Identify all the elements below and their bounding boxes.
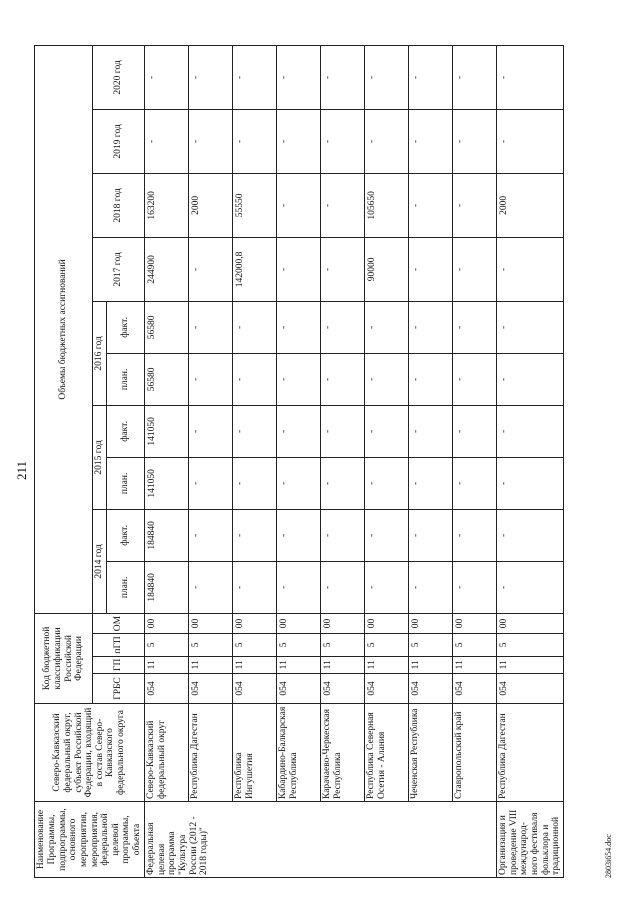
value-cell: - [453,561,497,613]
value-cell: - [189,405,233,457]
code-pgp-cell: 5 [321,634,365,656]
code-om-cell: 00 [321,613,365,633]
district-cell: Республика Дагестан [497,704,564,802]
value-cell: - [321,109,365,173]
table-row [497,45,564,877]
value-cell: - [321,237,365,301]
value-cell: - [189,561,233,613]
page-number: 211 [14,460,29,480]
value-cell: - [453,301,497,353]
value-cell: - [497,405,564,457]
table-row [277,45,321,877]
value-cell: 141050 [145,405,189,457]
value-cell: 163200 [145,173,189,237]
code-grbs-cell: 054 [409,674,453,704]
district-cell: Северо-Кавказский федеральный округ [145,704,189,802]
value-cell: - [365,509,409,561]
district-cell: Ставропольский край [453,704,497,802]
value-cell: - [189,509,233,561]
value-cell: - [409,45,453,109]
value-cell: - [409,353,453,405]
code-gp-cell: 11 [189,656,233,673]
header-2014: 2014 год [93,509,107,613]
value-cell: - [497,301,564,353]
value-cell: - [233,405,277,457]
value-cell: - [453,457,497,509]
value-cell: 141050 [145,457,189,509]
header-2016-fact: факт. [107,301,145,353]
value-cell: - [277,173,321,237]
header-volumes: Объемы бюджетных ассигнований [35,45,93,613]
code-om-cell: 00 [233,613,277,633]
table-row [189,45,233,877]
program-name-cell: Федеральная целевая программа "Культура России (2012 - 2018 годы)" [145,802,497,878]
program-name-cell: Организация и проведение VIII международ-ного фестиваля фольклора и традиционной [497,802,564,878]
code-gp-cell: 11 [453,656,497,673]
header-name: Наименование Программы, подпрограммы, основного мероприятия, мероприятия, федеральной целевой программы, объекта [35,802,145,878]
district-cell: Кабардино-Балкарская Республика [277,704,321,802]
code-om-cell: 00 [409,613,453,633]
value-cell: - [409,561,453,613]
code-grbs-cell: 054 [277,674,321,704]
value-cell: - [497,353,564,405]
value-cell: 55550 [233,173,277,237]
value-cell: - [365,353,409,405]
rotated-landscape-page [14,32,620,890]
value-cell: - [497,509,564,561]
value-cell: - [189,237,233,301]
code-gp-cell: 11 [365,656,409,673]
value-cell: - [277,457,321,509]
value-cell: - [321,173,365,237]
code-om-cell: 00 [453,613,497,633]
value-cell: - [497,109,564,173]
header-2016: 2016 год [93,301,107,405]
code-grbs-cell: 054 [233,674,277,704]
value-cell: 2000 [189,173,233,237]
code-gp-cell: 11 [277,656,321,673]
district-cell: Карачаево-Черкесская Республика [321,704,365,802]
code-grbs-cell: 054 [189,674,233,704]
code-gp-cell: 11 [233,656,277,673]
value-cell: - [277,509,321,561]
value-cell: - [453,109,497,173]
value-cell: - [321,353,365,405]
code-pgp-cell: 5 [365,634,409,656]
code-om-cell: 00 [277,613,321,633]
value-cell: - [365,561,409,613]
value-cell: - [145,45,189,109]
table-row [365,45,409,877]
value-cell: - [365,405,409,457]
value-cell: - [453,237,497,301]
value-cell: - [321,405,365,457]
code-gp-cell: 11 [497,656,564,673]
value-cell: - [409,237,453,301]
value-cell: - [321,457,365,509]
code-grbs-cell: 054 [497,674,564,704]
value-cell: 56580 [145,301,189,353]
table-row [453,45,497,877]
code-gp-cell: 11 [409,656,453,673]
value-cell: - [497,45,564,109]
table-row [409,45,453,877]
value-cell: - [409,173,453,237]
code-grbs-cell: 054 [365,674,409,704]
district-cell: Чеченская Республика [409,704,453,802]
value-cell: 2000 [497,173,564,237]
header-2019: 2019 год [93,109,145,173]
value-cell: - [321,561,365,613]
header-2017: 2017 год [93,237,145,301]
header-2015-fact: факт. [107,405,145,457]
header-pgp: пГП [93,634,145,656]
header-2020: 2020 год [93,45,145,109]
header-grbs: ГРБС [93,674,145,704]
district-cell: Республика Дагестан [189,704,233,802]
value-cell: - [453,509,497,561]
value-cell: - [409,301,453,353]
header-2016-plan: план. [107,353,145,405]
value-cell: 142000,8 [233,237,277,301]
value-cell: - [365,457,409,509]
table-row [233,45,277,877]
code-gp-cell: 11 [145,656,189,673]
code-grbs-cell: 054 [145,674,189,704]
value-cell: - [189,45,233,109]
value-cell: - [277,405,321,457]
value-cell: - [233,109,277,173]
code-grbs-cell: 054 [453,674,497,704]
budget-table [34,45,564,878]
header-om: ОМ [93,613,145,633]
district-cell: Республика Ингушетия [233,704,277,802]
header-district: Северо-Кавказский федеральный округ, субъект Российской Федерации, входящий в состав Северо-Кавказского федерального округа [35,704,145,802]
value-cell: - [277,109,321,173]
code-pgp-cell: 5 [145,634,189,656]
value-cell: - [453,45,497,109]
value-cell: - [233,561,277,613]
value-cell: - [409,405,453,457]
header-2014-fact: факт. [107,509,145,561]
value-cell: 56580 [145,353,189,405]
value-cell: - [321,45,365,109]
code-pgp-cell: 5 [189,634,233,656]
code-pgp-cell: 5 [409,634,453,656]
value-cell: - [233,301,277,353]
value-cell: - [453,173,497,237]
code-pgp-cell: 5 [277,634,321,656]
code-om-cell: 00 [497,613,564,633]
value-cell: - [233,457,277,509]
footer-filename: 2803i654.doc [604,834,613,878]
value-cell: 244900 [145,237,189,301]
value-cell: - [277,45,321,109]
code-pgp-cell: 5 [453,634,497,656]
value-cell: - [409,109,453,173]
value-cell: - [453,405,497,457]
header-code-group: Код бюджетной классификации Российской Федерации [35,613,93,703]
value-cell: - [233,353,277,405]
value-cell: - [189,353,233,405]
code-om-cell: 00 [365,613,409,633]
code-grbs-cell: 054 [321,674,365,704]
header-2015-plan: план. [107,457,145,509]
header-2014-plan: план. [107,561,145,613]
value-cell: - [233,509,277,561]
value-cell: - [233,45,277,109]
value-cell: - [277,237,321,301]
value-cell: 90000 [365,237,409,301]
code-om-cell: 00 [189,613,233,633]
value-cell: 184840 [145,561,189,613]
table-row [145,45,189,877]
value-cell: 184840 [145,509,189,561]
value-cell: - [189,301,233,353]
value-cell: - [365,45,409,109]
value-cell: - [277,301,321,353]
value-cell: - [145,109,189,173]
code-pgp-cell: 5 [233,634,277,656]
value-cell: 105650 [365,173,409,237]
code-om-cell: 00 [145,613,189,633]
header-gp: ГП [93,656,145,673]
table-body [145,45,564,877]
value-cell: - [497,561,564,613]
value-cell: - [189,109,233,173]
value-cell: - [497,237,564,301]
value-cell: - [321,301,365,353]
header-2018: 2018 год [93,173,145,237]
value-cell: - [409,457,453,509]
code-pgp-cell: 5 [497,634,564,656]
table-row [321,45,365,877]
value-cell: - [277,561,321,613]
value-cell: - [365,301,409,353]
header-2015: 2015 год [93,405,107,509]
district-cell: Республика Северная Осетия - Алания [365,704,409,802]
value-cell: - [321,509,365,561]
value-cell: - [409,509,453,561]
value-cell: - [365,109,409,173]
value-cell: - [189,457,233,509]
value-cell: - [453,353,497,405]
code-gp-cell: 11 [321,656,365,673]
value-cell: - [277,353,321,405]
value-cell: - [497,457,564,509]
